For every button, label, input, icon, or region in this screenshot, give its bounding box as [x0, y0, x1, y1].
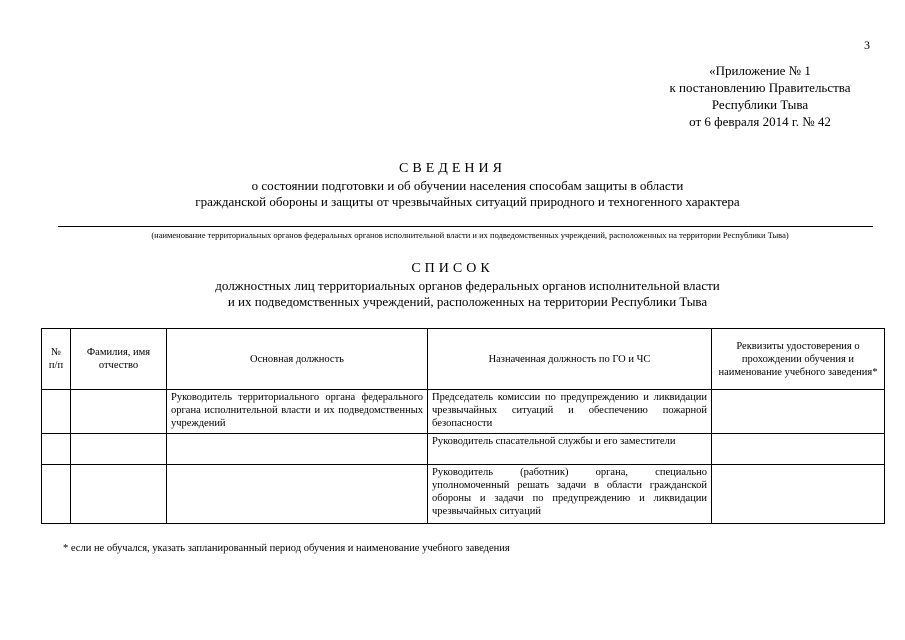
header-name: Фамилия, имя отчество — [71, 329, 167, 390]
cell-position: Руководитель территориального органа федерального органа исполнительной власти и их подведомственных учреждений — [167, 390, 428, 434]
table-row — [42, 434, 885, 465]
cell-num — [42, 465, 71, 524]
appendix-block — [640, 62, 880, 130]
fill-in-line — [58, 226, 873, 227]
cell-go-position: Руководитель (работник) органа, специально уполномоченный решать задачи в области гражданской обороны и задачи по предупреждению и ликвидации чрезвычайных ситуаций — [428, 465, 712, 524]
fill-in-caption: (наименование территориальных органов федеральных органов исполнительной власти и их подведомственных учреждений, расположенных на территории Республики Тыва) — [151, 230, 789, 240]
subtitle-line-1: о состоянии подготовки и об обучении населения способам защиты в области — [251, 178, 684, 193]
page-number: 3 — [864, 38, 870, 52]
heading-svedeniya: СВЕДЕНИЯ — [399, 161, 506, 176]
cell-go-position: Председатель комиссии по предупреждению и ликвидации чрезвычайных ситуаций и обеспечению пожарной безопасности — [428, 390, 712, 434]
cell-num — [42, 434, 71, 465]
cell-certificate — [712, 434, 885, 465]
appendix-line-3: Республики Тыва — [711, 97, 809, 112]
subtitle-line-2: гражданской обороны и защиты от чрезвычайных ситуаций природного и техногенного характера — [195, 194, 740, 209]
header-num: № п/п — [42, 329, 71, 390]
cell-name — [71, 465, 167, 524]
appendix-line-1: «Приложение № 1 — [709, 63, 811, 78]
appendix-line-4: от 6 февраля 2014 г. № 42 — [689, 114, 831, 129]
footnote: * если не обучался, указать запланированный период обучения и наименование учебного заведения — [63, 543, 510, 554]
spisok-line-1: должностных лиц территориальных органов федеральных органов исполнительной власти — [215, 278, 720, 293]
officials-table — [41, 328, 885, 524]
table-header-row — [42, 329, 885, 390]
header-go-position: Назначенная должность по ГО и ЧС — [428, 329, 712, 390]
heading-svedeniya-subtitle — [60, 178, 875, 210]
cell-position — [167, 434, 428, 465]
table-row — [42, 390, 885, 434]
cell-go-position: Руководитель спасательной службы и его заместители — [428, 434, 712, 465]
heading-spisok-subtitle — [60, 278, 875, 310]
cell-num — [42, 390, 71, 434]
heading-spisok: СПИСОК — [411, 261, 494, 276]
header-position: Основная должность — [167, 329, 428, 390]
table-row — [42, 465, 885, 524]
cell-certificate — [712, 465, 885, 524]
appendix-line-2: к постановлению Правительства — [669, 80, 851, 95]
cell-name — [71, 390, 167, 434]
header-certificate: Реквизиты удостоверения о прохождении обучения и наименование учебного заведения* — [712, 329, 885, 390]
cell-certificate — [712, 390, 885, 434]
cell-position — [167, 465, 428, 524]
cell-name — [71, 434, 167, 465]
spisok-line-2: и их подведомственных учреждений, расположенных на территории Республики Тыва — [227, 294, 708, 309]
